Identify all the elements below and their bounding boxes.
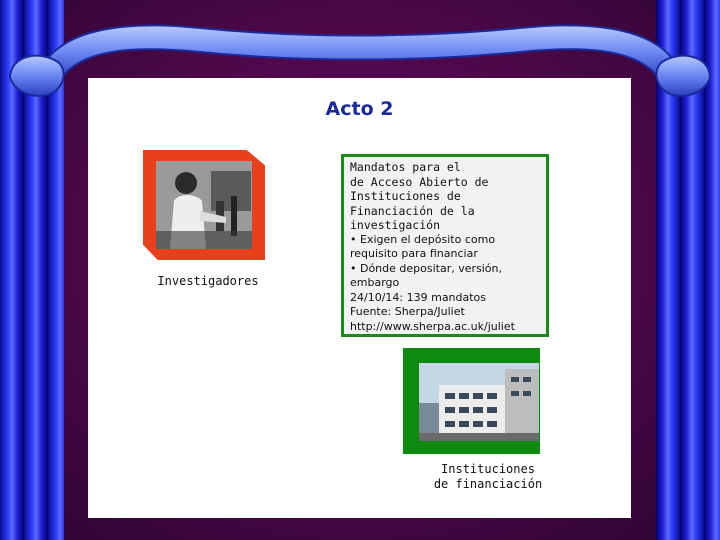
mandate-line: • Exigen el depósito como requisito para financiar xyxy=(350,232,496,260)
scientist-in-lab-photo-icon xyxy=(156,161,252,249)
mandates-body xyxy=(350,233,540,335)
mandate-line: • Dónde depositar, versión, embargo xyxy=(350,261,503,289)
slide-panel xyxy=(88,78,631,518)
sherpa-link[interactable]: http://www.sherpa.ac.uk/juliet xyxy=(350,319,515,333)
mandate-line: 24/10/14: 139 mandatos xyxy=(350,290,487,304)
mandates-heading: Mandatos para el de Acceso Abierto de Instituciones de Financiación de la investigación xyxy=(350,160,489,232)
slide-title: Acto 2 xyxy=(325,98,394,120)
mandate-line: Fuente: Sherpa/Juliet xyxy=(350,305,465,318)
mandates-box xyxy=(341,154,549,337)
building-photo-icon xyxy=(419,363,539,441)
researchers-caption: Investigadores xyxy=(157,274,259,288)
funders-caption: Instituciones de financiación xyxy=(433,462,543,491)
funders-photo-frame xyxy=(403,348,540,454)
researchers-photo-frame xyxy=(143,150,265,260)
